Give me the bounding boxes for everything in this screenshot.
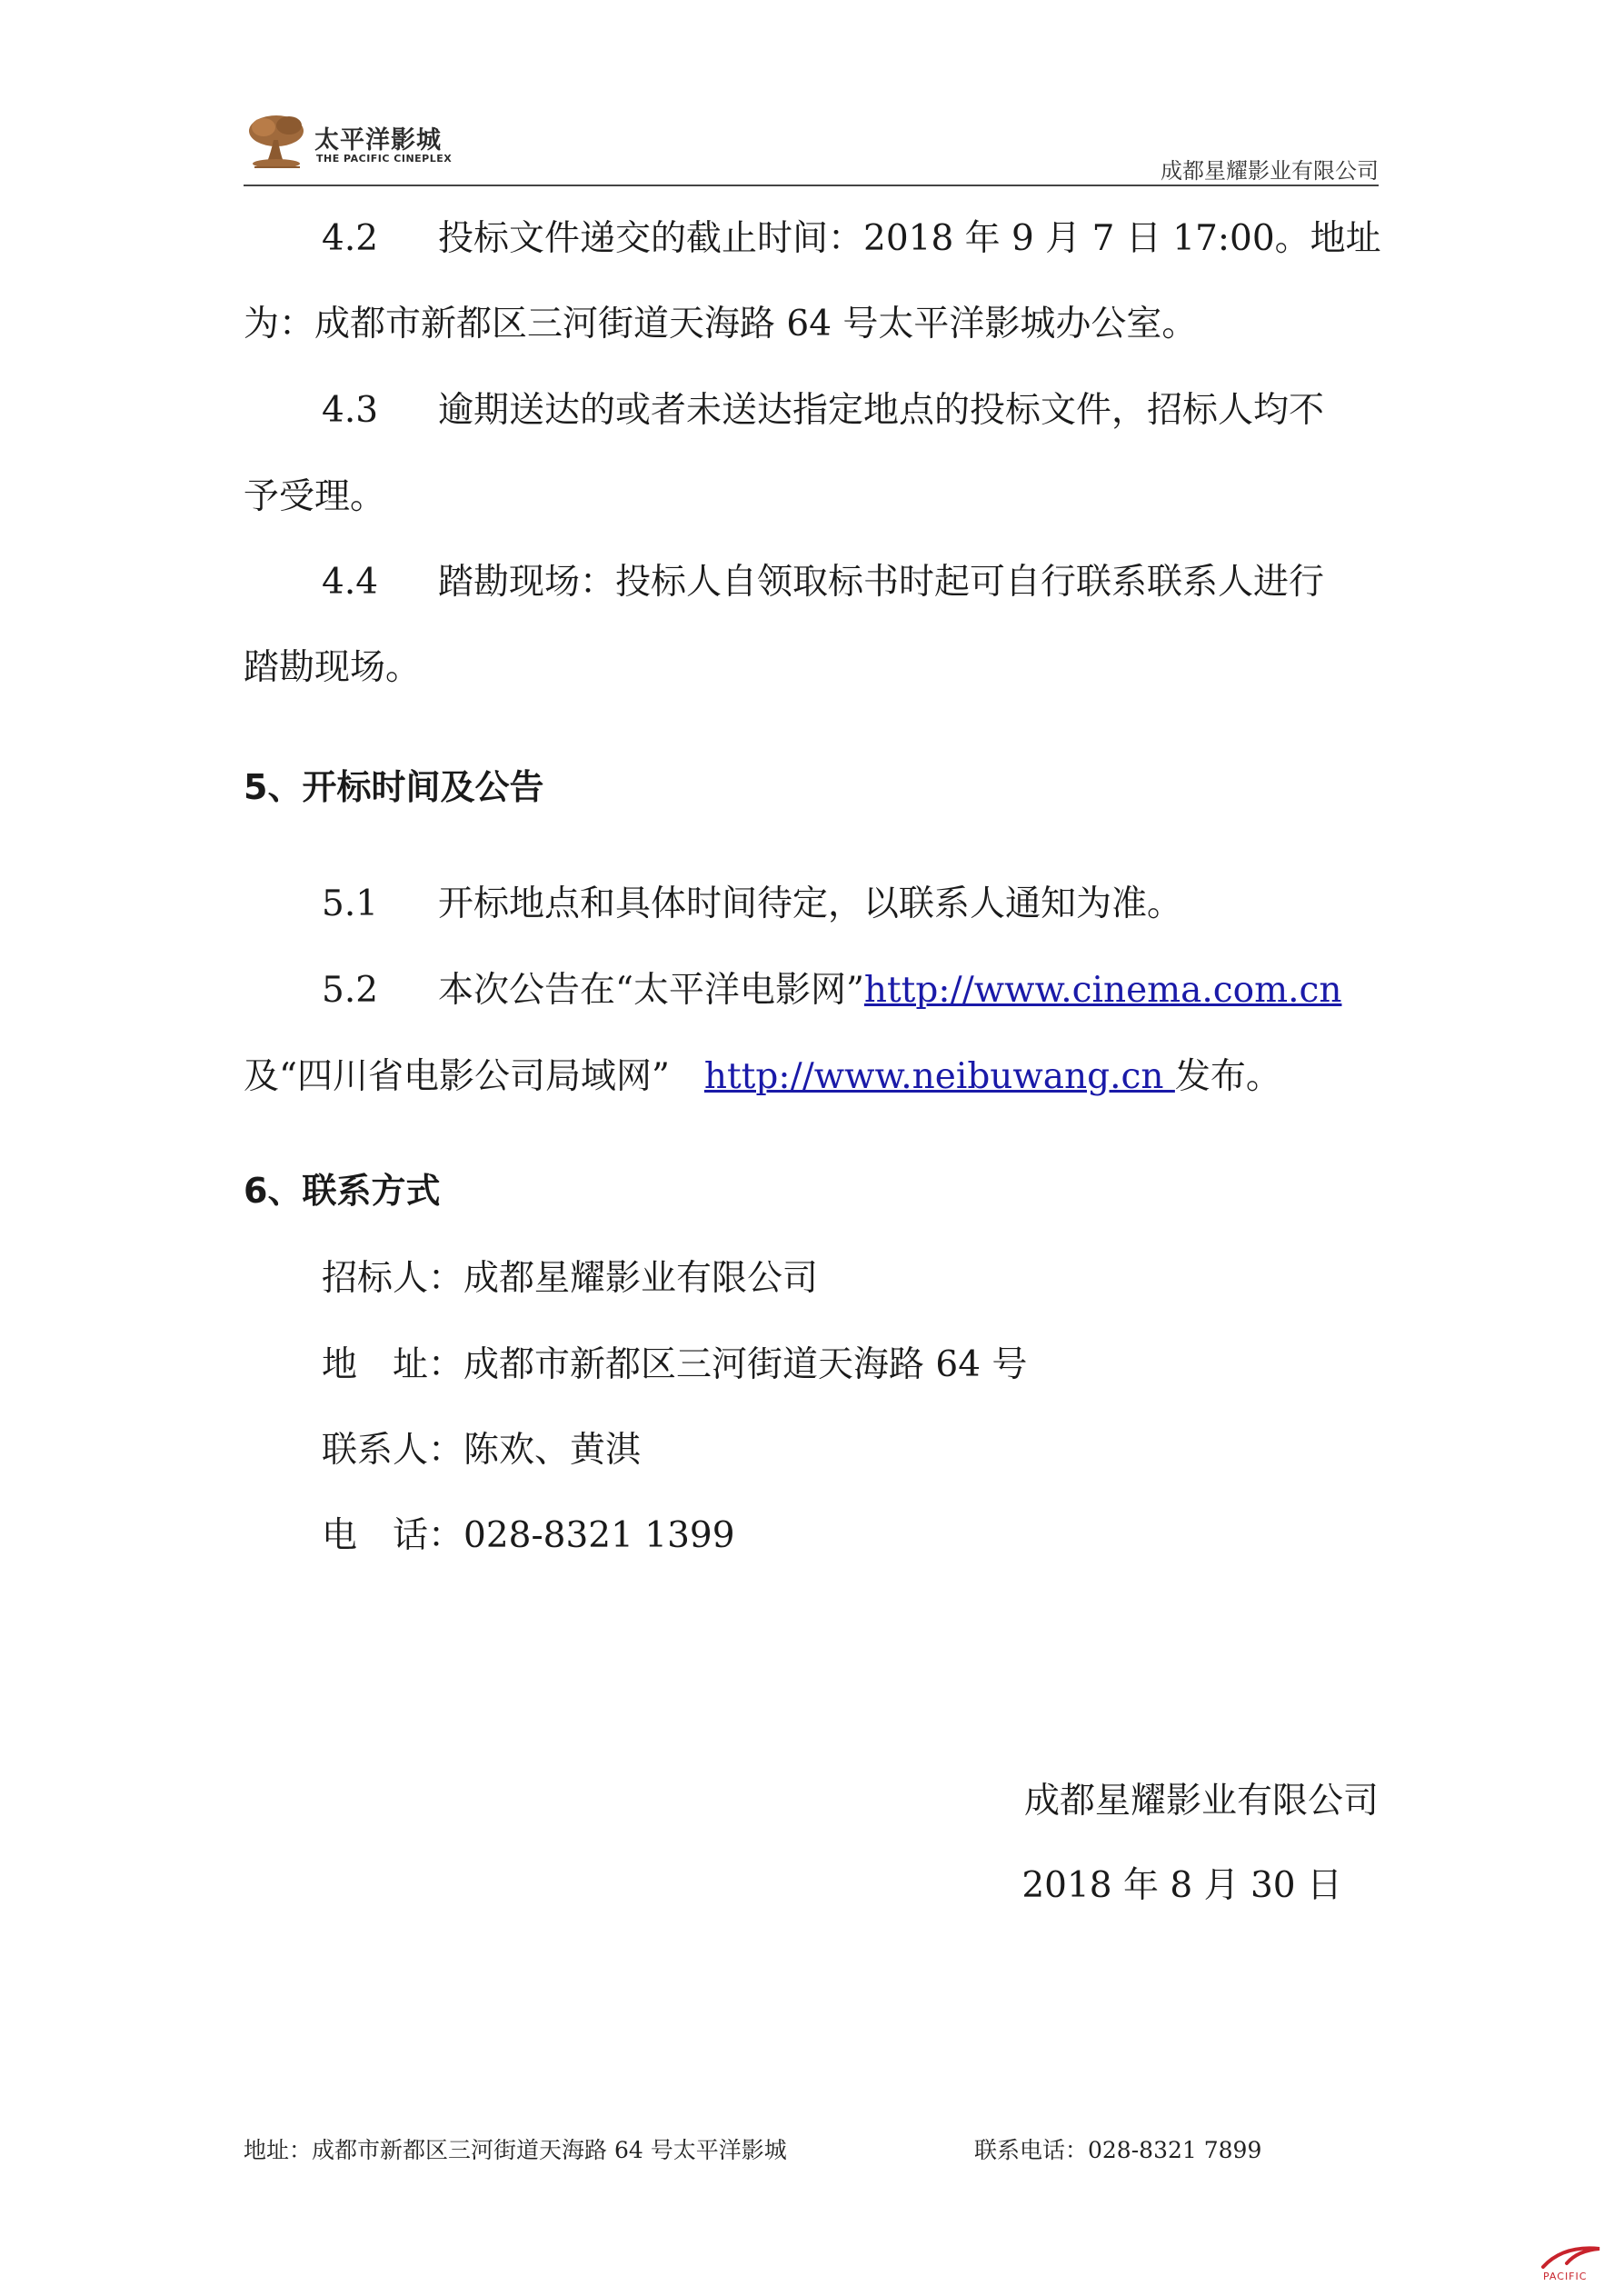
footer-address: 地址：成都市新都区三河街道天海路 64 号太平洋影城 — [244, 2137, 787, 2163]
pacific-brand-mark — [1536, 2243, 1609, 2289]
clause-number: 5.2 — [322, 970, 379, 1011]
cinema-website-link[interactable]: http://www.cinema.com.cn — [863, 970, 1342, 1011]
signature-date: 2018 年 8 月 30 日 — [1021, 1865, 1342, 1906]
footer-phone: 联系电话：028-8321 7899 — [974, 2137, 1262, 2163]
clause-number: 4.2 — [322, 218, 379, 259]
clause-number: 5.1 — [322, 883, 379, 924]
section-5-heading: 5、开标时间及公告 — [244, 767, 544, 807]
section-6-heading: 6、联系方式 — [244, 1171, 441, 1211]
paragraph-5-1 — [244, 883, 1379, 924]
contact-label: 电 话： — [322, 1515, 464, 1556]
contact-phone — [244, 1515, 1457, 1556]
contact-tenderer — [244, 1258, 1457, 1299]
intranet-website-link[interactable]: http://www.neibuwang.cn — [703, 1056, 1175, 1097]
logo-chinese-name: 太平洋影城 — [314, 126, 442, 155]
paragraph-4-4-line2: 踏勘现场。 — [244, 647, 422, 688]
contact-label: 招标人： — [322, 1258, 464, 1299]
paragraph-5-2-line1 — [244, 970, 1379, 1011]
contact-value: 028-8321 1399 — [463, 1515, 735, 1556]
clause-text: 投标文件递交的截止时间：2018 年 9 月 7 日 17:00。地址 — [438, 218, 1381, 259]
signature-company: 成都星耀影业有限公司 — [1023, 1781, 1379, 1822]
contact-value: 成都市新都区三河街道天海路 64 号 — [463, 1344, 1028, 1385]
clause-text: 开标地点和具体时间待定，以联系人通知为准。 — [438, 883, 1183, 924]
contact-value: 陈欢、黄淇 — [463, 1430, 642, 1471]
logo-english-name: THE PACIFIC CINEPLEX — [316, 153, 453, 165]
clause-number: 4.3 — [322, 390, 379, 431]
contact-label: 联系人： — [322, 1430, 464, 1471]
paragraph-4-2-line2: 为：成都市新都区三河街道天海路 64 号太平洋影城办公室。 — [244, 304, 1198, 344]
tree-logo-icon — [244, 109, 316, 173]
header-company-name: 成都星耀影业有限公司 — [1161, 158, 1379, 184]
contact-value: 成都星耀影业有限公司 — [463, 1258, 819, 1299]
clause-number: 4.4 — [322, 562, 379, 603]
contact-address — [244, 1344, 1457, 1385]
company-logo — [244, 107, 480, 175]
clause-text: 踏勘现场：投标人自领取标书时起可自行联系联系人进行 — [438, 562, 1325, 603]
clause-text: 逾期送达的或者未送达指定地点的投标文件，招标人均不 — [438, 390, 1325, 431]
paragraph-4-2-line1 — [244, 218, 1381, 259]
brand-mark-text: PACIFIC — [1543, 2271, 1588, 2282]
clause-text: 本次公告在“太平洋电影网” — [438, 970, 864, 1011]
paragraph-5-2-line2 — [244, 1056, 1379, 1097]
header-divider — [244, 185, 1379, 186]
paragraph-4-3-line2: 予受理。 — [244, 476, 386, 517]
paragraph-4-3-line1 — [244, 390, 1379, 431]
clause-text: 及“四川省电影公司局域网” — [244, 1056, 670, 1097]
contact-person — [244, 1430, 1457, 1471]
contact-label: 地 址： — [322, 1344, 464, 1385]
paragraph-4-4-line1 — [244, 564, 1379, 601]
clause-text: 发布。 — [1174, 1056, 1281, 1097]
